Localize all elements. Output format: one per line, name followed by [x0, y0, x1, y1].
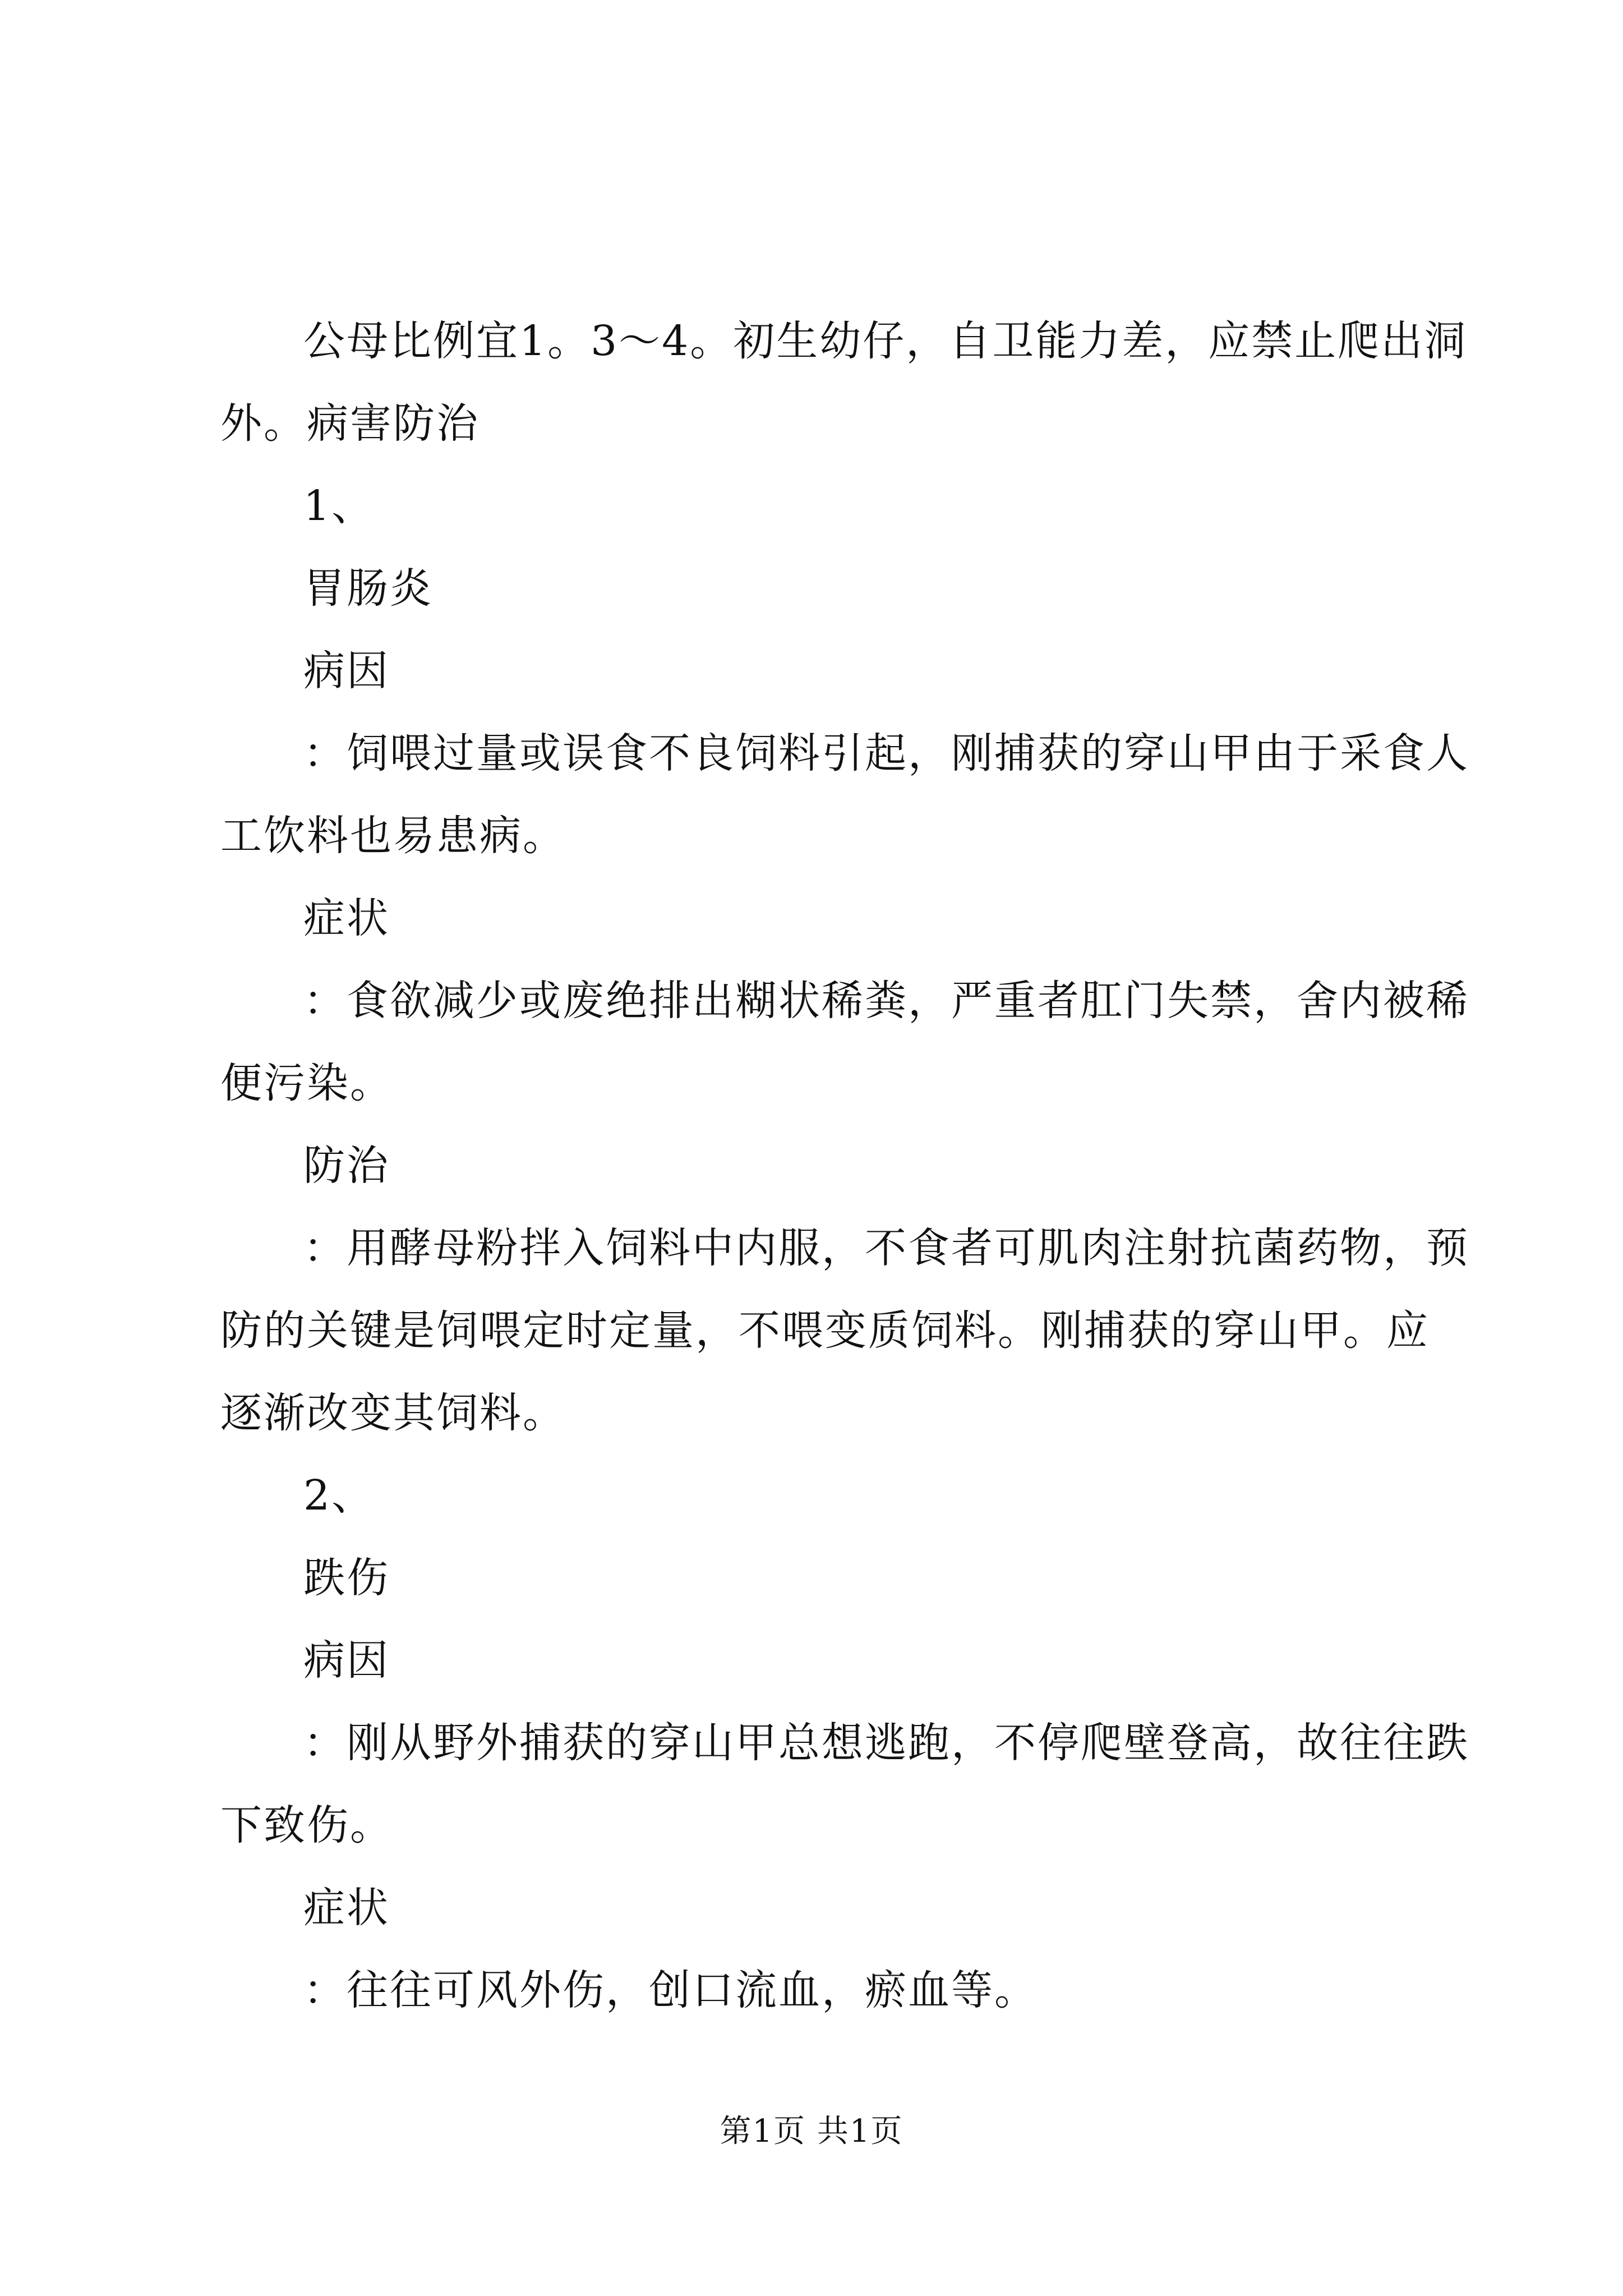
- paragraph-symptom-2: ：往往可风外伤，创口流血，瘀血等。: [303, 1966, 1038, 2014]
- paragraph-treatment: ：用酵母粉拌入饲料中内服，不食者可肌肉注射抗菌药物，预防的关键是饲喂定时定量，不喂变质饲料。刚捕获的穿山甲。应逐渐改变其饲料。: [220, 1224, 1469, 1437]
- disease-title-fall-injury: 跌伤: [303, 1554, 390, 1602]
- paragraph-cause-2: ：刚从野外捕获的穿山甲总想逃跑，不停爬壁登高，故往往跌下致伤。: [220, 1719, 1469, 1849]
- paragraph-symptom: ：食欲减少或废绝排出糊状稀粪，严重者肛门失禁，舍内被稀便污染。: [220, 977, 1469, 1107]
- section-number-1: 1、: [303, 482, 375, 530]
- document-body: [220, 300, 1471, 2032]
- label-treatment: 防治: [303, 1142, 390, 1190]
- label-cause: 病因: [303, 647, 390, 695]
- label-cause-2: 病因: [303, 1636, 390, 1685]
- label-symptom-2: 症状: [303, 1884, 390, 1932]
- disease-title-gastroenteritis: 胃肠炎: [303, 564, 433, 613]
- paragraph-cause: ：饲喂过量或误食不良饲料引起，刚捕获的穿山甲由于采食人工饮料也易患病。: [220, 729, 1469, 860]
- section-number-2: 2、: [303, 1471, 375, 1520]
- label-symptom: 症状: [303, 894, 390, 942]
- page-footer: 第1页 共1页: [720, 2113, 903, 2150]
- paragraph-intro: 公母比例宜1。3～4。初生幼仔，自卫能力差，应禁止爬出洞外。病害防治: [220, 317, 1468, 448]
